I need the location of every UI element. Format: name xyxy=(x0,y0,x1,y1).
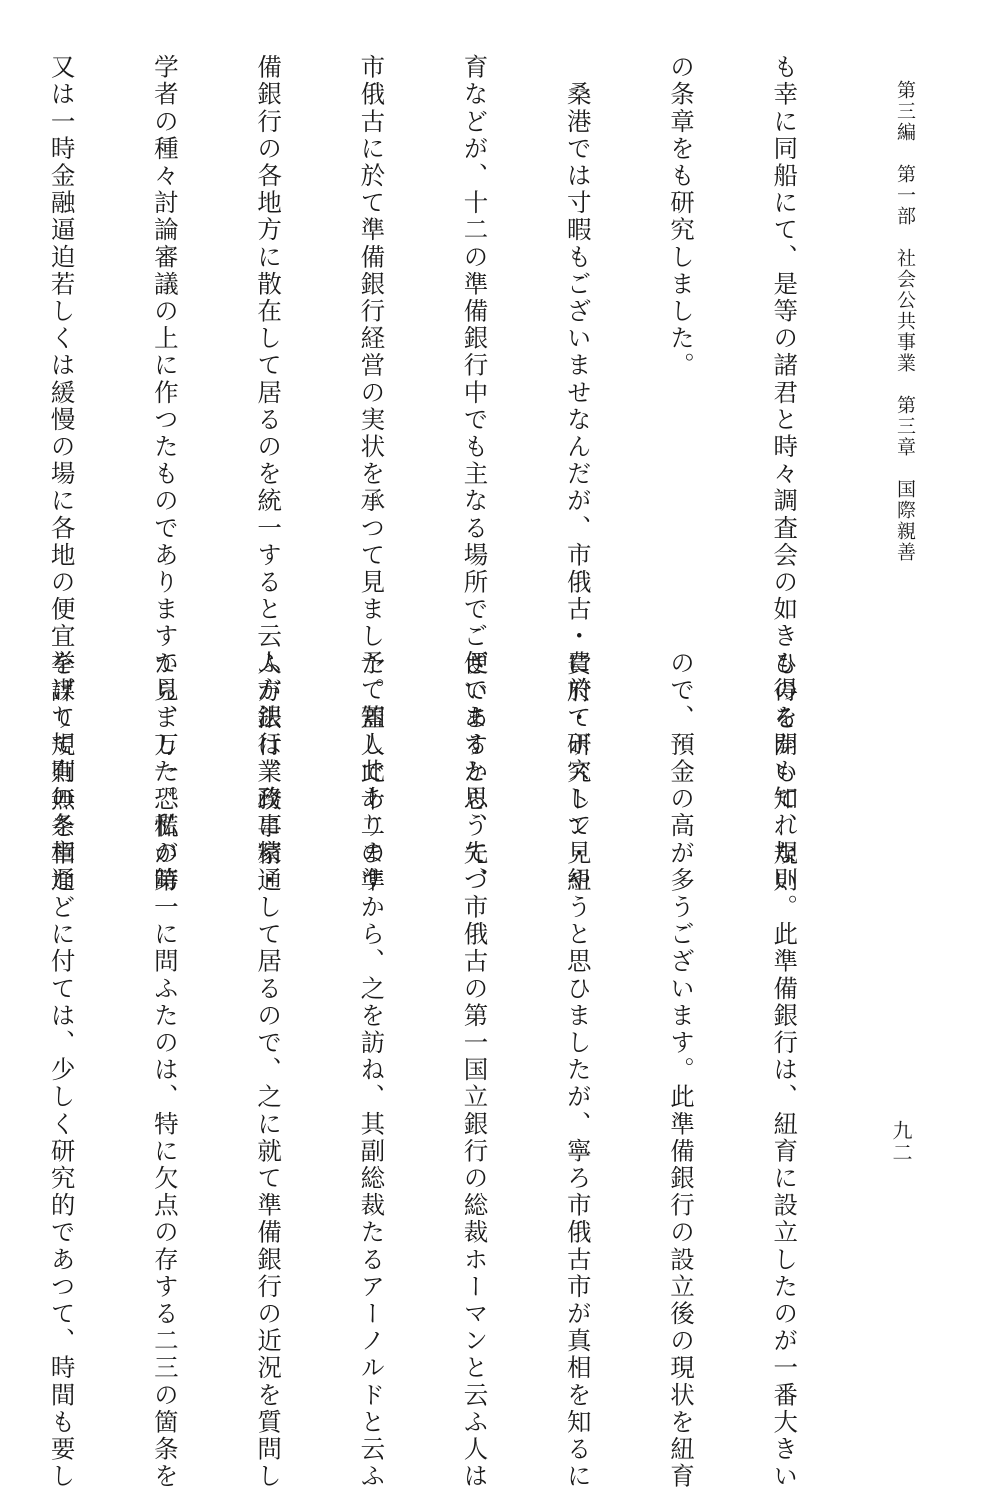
page-number: 九二 xyxy=(889,1120,913,1164)
text-column: 予て知人でありますから、之を訪ね、其副総裁たるアーノルドと云ふ xyxy=(357,650,387,1490)
text-column: 挙げて規則の条章などに付ては、少しく研究的であつて、時間も要し xyxy=(47,650,77,1490)
text-column: 備銀行の各地方に散在して居るのを統一すると云ふ方法は、政事家・ xyxy=(254,54,284,895)
text-column: 又は一時金融逼迫若しくは緩慢の場に各地の便宜を謀りて有無を相通 xyxy=(47,54,77,895)
text-column: ひ得るかも知れない。此準備銀行は、紐育に設立したのが一番大きい xyxy=(770,650,800,1490)
text-column: 便であると思うて、市俄古の第一国立銀行の総裁ホーマンと云ふ人は xyxy=(460,650,490,1490)
text-column: 市俄古に於て準備銀行経営の実状を承つて見ました。蓋し此十二の準 xyxy=(357,54,387,895)
text-column: て見ました。私が第一に問ふたのは、特に欠点の存する二三の箇条を xyxy=(150,650,180,1490)
text-column: も幸に同船にて、是等の諸君と時々調査会の如きものを開いて、規則 xyxy=(770,54,800,895)
text-column: に於て研究して見やうと思ひましたが、寧ろ市俄古市が真相を知るに xyxy=(563,650,593,1490)
text-column: 育などが、十二の準備銀行中でも主なる場所でございますから、先づ xyxy=(460,54,490,895)
text-column: ので、預金の高が多うございます。此準備銀行の設立後の現状を紐育 xyxy=(666,650,696,1490)
text-column: 学者の種々討論審議の上に作つたものでありますから、万一恐慌の時 xyxy=(150,54,180,895)
text-block-top xyxy=(47,54,870,895)
running-header: 第三編 第一部 社会公共事業 第三章 国際親善 xyxy=(894,80,916,563)
text-block-bottom xyxy=(47,650,870,1490)
text-column: の条章をも研究しました。 xyxy=(666,54,696,380)
text-column: 桑港では寸暇もございませなんだが、市俄古・費府・ボストン・紐 xyxy=(563,54,593,895)
text-column: 人が銀行業務に精通して居るので、之に就て準備銀行の近況を質問し xyxy=(254,650,284,1490)
